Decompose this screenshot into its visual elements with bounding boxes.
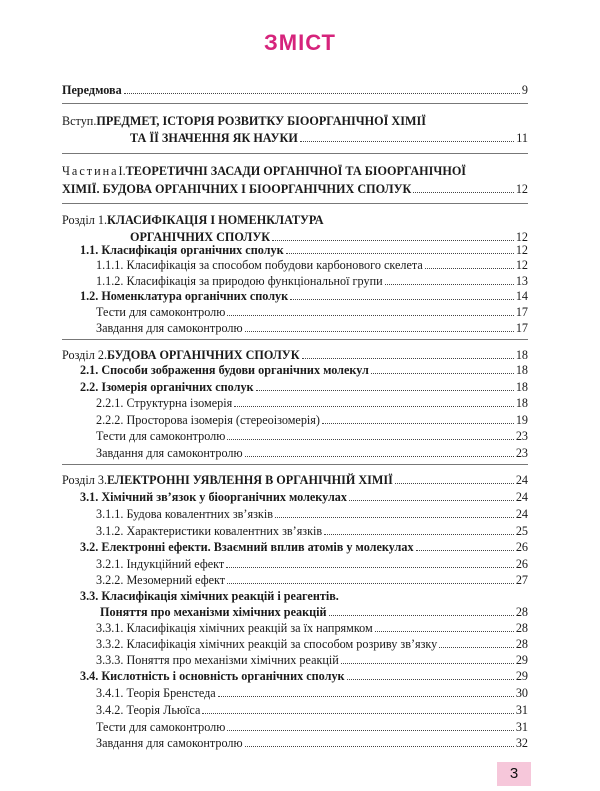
toc-entry-text: 2.1. Способи зображення будови органічних молекул (80, 363, 369, 377)
dot-leader (300, 141, 514, 142)
toc-page-number: 31 (515, 720, 528, 734)
section-divider (62, 103, 528, 104)
toc-page-number: 12 (515, 182, 528, 196)
dot-leader (245, 331, 514, 332)
toc-page-number: 25 (515, 524, 528, 538)
section-divider (62, 203, 528, 204)
page-title: ЗМІСТ (264, 30, 336, 55)
toc-entry-text: 3.3.1. Класифікація хімічних реакцій за їх напрямком (96, 621, 373, 635)
toc-page-number: 18 (515, 396, 528, 410)
toc-line (96, 685, 528, 701)
toc-line (96, 719, 528, 735)
dot-leader (234, 406, 514, 407)
toc-page-number: 28 (515, 637, 528, 651)
toc-page-number: 18 (515, 363, 528, 377)
toc-page-number: 23 (515, 446, 528, 460)
toc-line (62, 113, 528, 129)
toc-line (96, 620, 528, 636)
dot-leader (275, 517, 514, 518)
toc-entry-text: 3.2. Електронні ефекти. Взаємний вплив атомів у молекулах (80, 540, 414, 554)
toc-page-number: 24 (515, 473, 528, 487)
dot-leader (375, 631, 514, 632)
dot-leader (227, 315, 513, 316)
dot-leader (395, 483, 514, 484)
toc-page-number: 12 (515, 230, 528, 244)
toc-page-number: 26 (515, 557, 528, 571)
toc-entry-text: Поняття про механізми хімічних реакцій (100, 605, 327, 619)
toc-line (96, 412, 528, 428)
toc-entry-text: 3.4.2. Теорія Льюїса (96, 703, 201, 717)
toc-page-number: 11 (516, 131, 528, 145)
dot-leader (245, 746, 514, 747)
toc-entry-text: ТА ЇЇ ЗНАЧЕННЯ ЯК НАУКИ (130, 131, 298, 145)
dot-leader (256, 390, 514, 391)
toc-entry-text: Передмова (62, 83, 122, 97)
toc-entry-text: 3.3. Класифікація хімічних реакцій і реагентів. (80, 589, 339, 603)
dot-leader (349, 500, 514, 501)
section-divider (62, 339, 528, 340)
toc-entry-text: ОРГАНІЧНИХ СПОЛУК (130, 230, 271, 244)
toc-entry-text: Завдання для самоконтролю (96, 736, 243, 750)
toc-page-number: 14 (515, 289, 528, 303)
toc-entry-text: Тести для самоконтролю (96, 429, 226, 443)
toc-page-number: 32 (515, 736, 528, 750)
toc-page-number: 23 (515, 429, 528, 443)
toc-line (96, 395, 528, 411)
toc-line (62, 163, 528, 179)
toc-line (80, 668, 528, 684)
toc-entry-text: Розділ 1. (62, 213, 108, 227)
toc-line (62, 347, 528, 363)
toc-page-number: 17 (515, 305, 528, 319)
toc-entry-text: 3.1.1. Будова ковалентних зв’язків (96, 507, 273, 521)
toc-entry-text: 2.2. Ізомерія органічних сполук (80, 380, 254, 394)
toc-entry-text: 3.3.2. Класифікація хімічних реакцій за способом розриву зв’язку (96, 637, 438, 651)
toc-line (80, 288, 528, 304)
toc-page-number: 26 (515, 540, 528, 554)
toc-line (96, 445, 528, 461)
toc-entry-text: Тести для самоконтролю (96, 305, 226, 319)
toc-entry-text: Розділ 3. (62, 473, 108, 487)
toc-line (130, 130, 528, 146)
toc-entry-text: КЛАСИФІКАЦІЯ І НОМЕНКЛАТУРА (107, 213, 324, 227)
dot-leader (227, 730, 513, 731)
section-divider (62, 464, 528, 465)
dot-leader (272, 240, 514, 241)
toc-page-number: 31 (515, 703, 528, 717)
toc-line (80, 489, 528, 505)
toc-entry-text: 1.2. Номенклатура органічних сполук (80, 289, 289, 303)
toc-entry-text: 3.2.1. Індукційний ефект (96, 557, 225, 571)
toc-entry-text: Вступ. (62, 114, 97, 128)
toc-line (96, 523, 528, 539)
toc-entry-text: Завдання для самоконтролю (96, 321, 243, 335)
dot-leader (245, 456, 514, 457)
toc-entry-text: БУДОВА ОРГАНІЧНИХ СПОЛУК (107, 348, 300, 362)
toc-page-number: 30 (515, 686, 528, 700)
toc-entry-text: 1.1. Класифікація органічних сполук (80, 243, 284, 257)
dot-leader (439, 647, 514, 648)
dot-leader (322, 423, 514, 424)
dot-leader (227, 583, 514, 584)
toc-entry-text: 3.3.3. Поняття про механізми хімічних реакцій (96, 653, 339, 667)
toc-entry-text: ТЕОРЕТИЧНІ ЗАСАДИ ОРГАНІЧНОЇ ТА БІООРГАНІЧНОЇ (125, 164, 467, 178)
toc-page-number: 24 (515, 490, 528, 504)
toc-entry-text: ЕЛЕКТРОННІ УЯВЛЕННЯ В ОРГАНІЧНІЙ ХІМІЇ (107, 473, 393, 487)
toc-entry-text: Частина (62, 164, 119, 178)
toc-page-number: 27 (515, 573, 528, 587)
toc-line (96, 556, 528, 572)
toc-entry-text: 3.1.2. Характеристики ковалентних зв’язків (96, 524, 323, 538)
toc-line (96, 273, 528, 289)
toc-line (96, 320, 528, 336)
toc-line (96, 735, 528, 751)
toc-page-number: 19 (515, 413, 528, 427)
toc-entry-text: I. (118, 164, 126, 178)
toc-entry-text: 3.2.2. Мезомерний ефект (96, 573, 226, 587)
toc-entry-text: 1.1.1. Класифікація за способом побудови карбонового скелета (96, 258, 423, 272)
toc-page-number: 28 (515, 605, 528, 619)
toc-page-number: 12 (515, 258, 528, 272)
toc-page-number: 18 (515, 348, 528, 362)
dot-leader (324, 534, 514, 535)
toc-line (62, 181, 528, 197)
toc-entry-text: Завдання для самоконтролю (96, 446, 243, 460)
toc-entry-text: 3.4.1. Теорія Бренстеда (96, 686, 216, 700)
toc-page-number: 12 (515, 243, 528, 257)
dot-leader (226, 567, 514, 568)
toc-line (80, 588, 528, 604)
toc-entry-text: Розділ 2. (62, 348, 108, 362)
toc-page-number: 29 (515, 669, 528, 683)
toc-entry-text: 2.2.2. Просторова ізомерія (стереоізомерія) (96, 413, 320, 427)
dot-leader (347, 679, 514, 680)
dot-leader (302, 358, 514, 359)
toc-line (80, 362, 528, 378)
toc-line (96, 304, 528, 320)
toc-entry-text: ПРЕДМЕТ, ІСТОРІЯ РОЗВИТКУ БІООРГАНІЧНОЇ ХІМІЇ (96, 114, 426, 128)
dot-leader (425, 268, 514, 269)
dot-leader (341, 663, 514, 664)
toc-line (96, 636, 528, 652)
toc-entry-text: Тести для самоконтролю (96, 720, 226, 734)
toc-page-number: 29 (515, 653, 528, 667)
toc-page-number: 28 (515, 621, 528, 635)
toc-line (62, 82, 528, 98)
page-number: 3 (497, 762, 531, 786)
toc-entry-text: 3.1. Хімічний зв’язок у біоорганічних молекулах (80, 490, 347, 504)
toc-page-number: 17 (515, 321, 528, 335)
toc-line (96, 652, 528, 668)
dot-leader (124, 93, 520, 94)
toc-line (80, 242, 528, 258)
toc-page-number: 24 (515, 507, 528, 521)
section-divider (62, 153, 528, 154)
dot-leader (329, 615, 514, 616)
toc-line (96, 257, 528, 273)
dot-leader (416, 550, 514, 551)
toc-line (80, 539, 528, 555)
dot-leader (286, 253, 514, 254)
dot-leader (413, 192, 513, 193)
toc-line (96, 428, 528, 444)
dot-leader (290, 299, 514, 300)
toc-page-number: 9 (521, 83, 528, 97)
toc-line (96, 506, 528, 522)
toc-line (100, 604, 528, 620)
dot-leader (385, 284, 514, 285)
toc-page-number: 13 (515, 274, 528, 288)
toc-line (80, 379, 528, 395)
toc-line (62, 472, 528, 488)
dot-leader (202, 713, 513, 714)
dot-leader (371, 373, 514, 374)
toc-entry-text: 2.2.1. Структурна ізомерія (96, 396, 233, 410)
toc-line (96, 572, 528, 588)
toc-entry-text: 1.1.2. Класифікація за природою функціональної групи (96, 274, 383, 288)
toc-entry-text: 3.4. Кислотність і основність органічних сполук (80, 669, 345, 683)
dot-leader (227, 439, 513, 440)
toc-entry-text: ХІМІЇ. БУДОВА ОРГАНІЧНИХ І БІООРГАНІЧНИХ СПОЛУК (62, 182, 412, 196)
toc-line (96, 702, 528, 718)
toc-page-number: 18 (515, 380, 528, 394)
toc-line (62, 212, 528, 228)
dot-leader (218, 696, 514, 697)
